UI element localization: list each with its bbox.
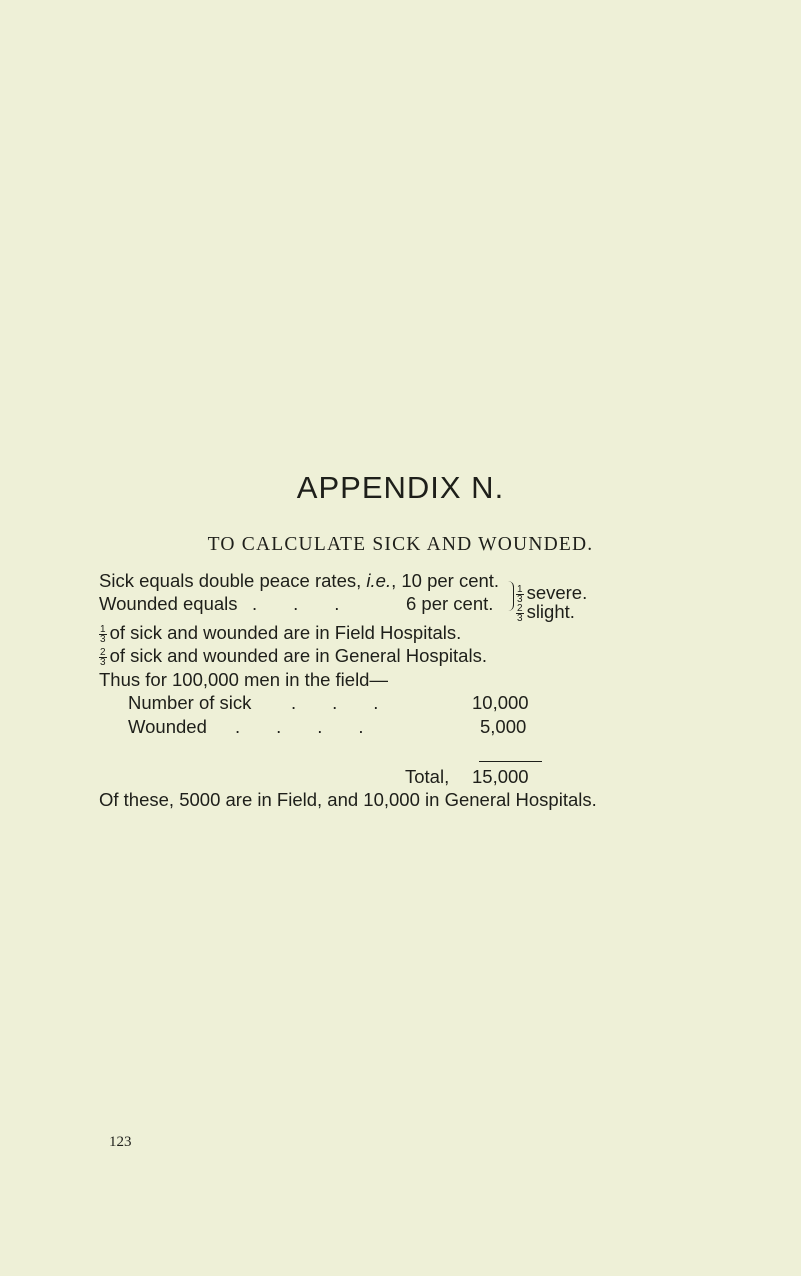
slight-fraction: $\frac{2}{3}$ [517, 603, 523, 625]
slight-word: slight. [526, 601, 575, 622]
appendix-title: APPENDIX N. [296, 470, 505, 505]
sick-rate-line [99, 570, 499, 592]
thus-line: Thus for 100,000 men in the field— [99, 669, 388, 690]
tally-dots-sick: . . . [291, 692, 379, 713]
total-value: 15,000 [472, 766, 529, 787]
section-subtitle: TO CALCULATE SICK AND WOUNDED. [207, 534, 594, 555]
sum-rule [479, 761, 542, 762]
tally-dots-wounded: . . . . [235, 716, 364, 737]
sick-ie: i.e. [366, 570, 392, 591]
general-text: of sick and wounded are in General Hospitals. [109, 645, 487, 666]
wounded-label: Wounded equals [99, 593, 238, 614]
sick-prefix: Sick equals double peace rates, [99, 570, 367, 591]
conclusion-line: Of these, 5000 are in Field, and 10,000 in General Hospitals. [99, 789, 597, 810]
wounded-leader-dots: . . . [252, 593, 340, 614]
curly-brace [505, 581, 514, 611]
general-fraction: $\frac{2}{3}$ [100, 646, 106, 668]
tally-value-wounded: 5,000 [480, 716, 527, 737]
severe-word: severe. [526, 582, 588, 603]
field-hospitals-line [99, 622, 461, 644]
slight-group [516, 601, 575, 623]
general-hospitals-line [99, 645, 487, 667]
total-label: Total, [405, 766, 450, 787]
sick-suffix: , 10 per cent. [391, 570, 500, 591]
field-fraction: $\frac{1}{3}$ [100, 623, 106, 645]
tally-label-wounded: Wounded [128, 716, 207, 737]
tally-value-sick: 10,000 [472, 692, 529, 713]
severe-fraction: $\frac{1}{3}$ [517, 584, 523, 606]
page-number: 123 [109, 1134, 132, 1150]
wounded-rate: 6 per cent. [406, 593, 494, 614]
field-text: of sick and wounded are in Field Hospitals. [109, 622, 462, 643]
tally-label-sick: Number of sick [128, 692, 252, 713]
